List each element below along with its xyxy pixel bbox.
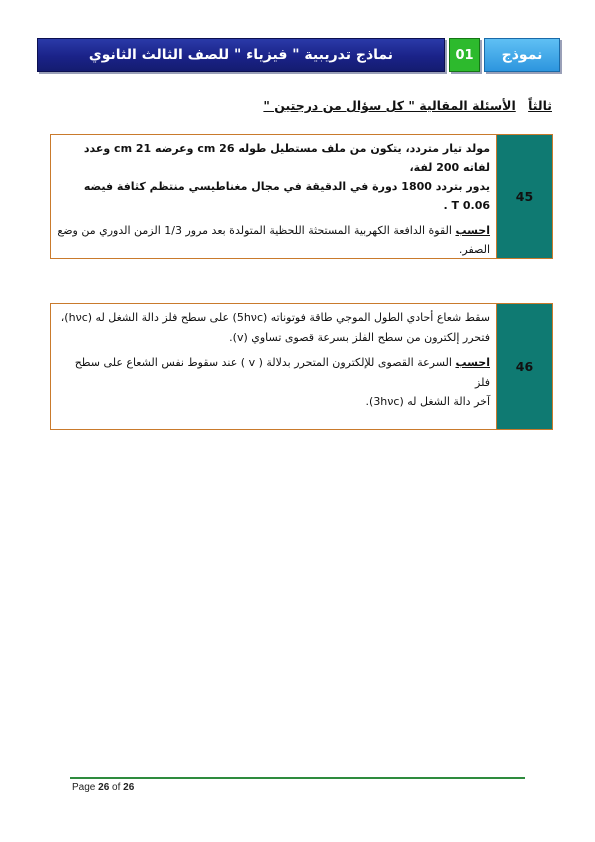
section-heading [263,98,552,113]
question-number-cell [496,304,552,429]
question-line: فتحرر إلكترون من سطح الفلز بسرعة قصوى تساوي (v). [229,330,490,344]
question-number: 45 [515,189,534,204]
header-tag: نموذج [501,47,543,63]
question-line: الصفر. [458,243,490,256]
question-box [50,303,553,430]
question-text [57,139,490,259]
question-text [57,308,490,412]
total-pages: 26 [123,782,135,793]
question-line: آخر دالة الشغل له (3hνc). [365,395,490,408]
page-indicator [72,782,134,793]
page-prefix: Page [72,782,99,793]
page-of: of [109,782,124,793]
footer-divider [70,777,525,779]
question-keyword: احسب [455,356,490,369]
current-page: 26 [98,782,110,793]
question-line: السرعة القصوى للإلكترون المتحرر بدلالة ( v ) عند سقوط نفس الشعاع على سطح فلز [74,356,490,389]
header-title: نماذج تدريبية " فيزياء " للصف الثالث الثانوي [88,47,394,63]
header-title-box [37,38,445,72]
question-keyword: احسب [455,224,490,237]
question-line: سقط شعاع أحادي الطول الموجي طاقة فوتوناته (5hνc) على سطح فلز دالة الشغل له (hνc)، [60,311,490,324]
question-line: القوة الدافعة الكهربية المستحثة اللحظية المتولدة بعد مرور 1/3 الزمن الدوري من وضع [57,224,456,237]
question-number: 46 [515,359,534,374]
header-number: 01 [455,47,474,63]
question-box [50,134,553,259]
header-number-box [449,38,480,72]
question-line: يدور بتردد 1800 دورة في الدقيقة في مجال مغناطيسي منتظم كثافة فيضه 0.06 T . [83,180,490,212]
question-number-cell [496,135,552,258]
header-banner [37,38,560,74]
question-line: مولد تيار متردد، يتكون من ملف مستطيل طوله 26 cm وعرضه 21 cm وعدد لفاته 200 لفة، [83,142,490,174]
section-title: الأسئلة المقالية " كل سؤال من درجتين " [263,98,516,113]
header-tag-box [484,38,560,72]
section-label: ثالثاً [528,98,552,113]
